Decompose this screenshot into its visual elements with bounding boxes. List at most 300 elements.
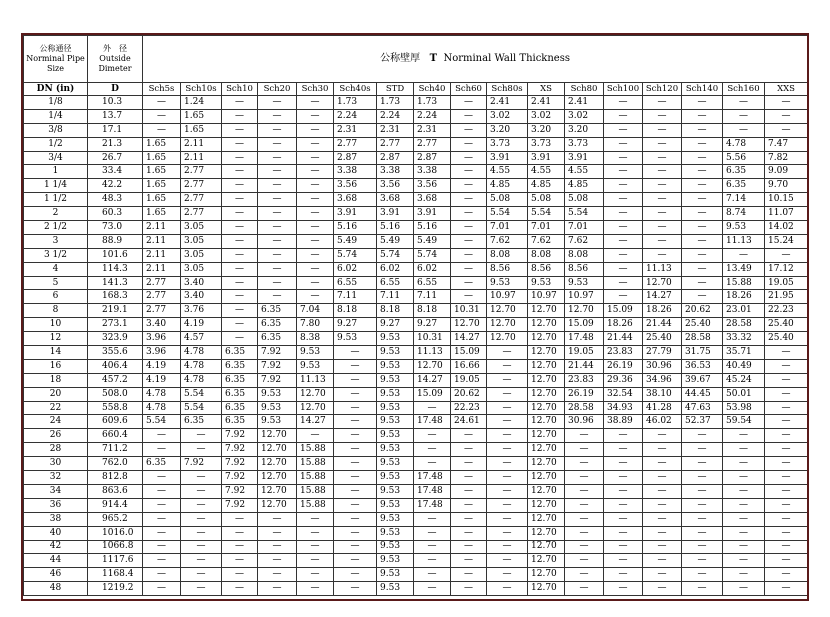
thickness-cell: 2.11 xyxy=(143,234,181,248)
schedule-header: Sch10 xyxy=(222,83,258,96)
d-label: D xyxy=(88,83,143,96)
thickness-cell: 2.11 xyxy=(181,151,222,165)
thickness-cell: 5.54 xyxy=(565,207,604,221)
thickness-cell: 3.91 xyxy=(528,151,565,165)
od-cell: 812.8 xyxy=(88,471,143,485)
thickness-cell: — xyxy=(297,96,334,110)
dn-cell: 1 1/2 xyxy=(24,193,88,207)
thickness-cell: — xyxy=(565,582,604,596)
thickness-cell: 4.85 xyxy=(528,179,565,193)
thickness-cell: — xyxy=(682,221,723,235)
thickness-cell: 12.70 xyxy=(528,318,565,332)
thickness-cell: — xyxy=(258,123,297,137)
od-cell: 73.0 xyxy=(88,221,143,235)
thickness-cell: 9.53 xyxy=(377,526,414,540)
thickness-cell: — xyxy=(604,526,643,540)
schedule-header: Sch160 xyxy=(723,83,765,96)
thickness-cell: 6.35 xyxy=(222,373,258,387)
thickness-cell: — xyxy=(487,554,528,568)
thickness-cell: — xyxy=(334,471,377,485)
thickness-cell: 2.77 xyxy=(181,165,222,179)
dn-cell: 4 xyxy=(24,262,88,276)
thickness-cell: — xyxy=(765,109,808,123)
table-row xyxy=(24,151,808,165)
thickness-cell: 29.36 xyxy=(604,373,643,387)
table-row xyxy=(24,373,808,387)
od-cell: 219.1 xyxy=(88,304,143,318)
thickness-cell: 12.70 xyxy=(528,332,565,346)
thickness-cell: — xyxy=(222,234,258,248)
thickness-cell: — xyxy=(258,262,297,276)
table-row xyxy=(24,179,808,193)
thickness-cell: 12.70 xyxy=(528,471,565,485)
thickness-cell: — xyxy=(765,540,808,554)
dn-cell: 6 xyxy=(24,290,88,304)
dn-header-en: Norminal Pipe xyxy=(26,54,85,63)
thickness-cell: 8.08 xyxy=(487,248,528,262)
thickness-cell: — xyxy=(451,179,487,193)
thickness-cell: — xyxy=(297,512,334,526)
thickness-cell: 34.93 xyxy=(604,401,643,415)
thickness-cell: 12.70 xyxy=(528,429,565,443)
thickness-cell: 19.05 xyxy=(565,346,604,360)
table-body xyxy=(24,96,808,596)
dn-cell: 1 xyxy=(24,165,88,179)
thickness-cell: 11.13 xyxy=(297,373,334,387)
thickness-cell: — xyxy=(258,207,297,221)
thickness-cell: — xyxy=(765,373,808,387)
schedule-header: Sch40 xyxy=(414,83,451,96)
dn-cell: 38 xyxy=(24,512,88,526)
thickness-cell: — xyxy=(297,165,334,179)
schedule-header: Sch30 xyxy=(297,83,334,96)
thickness-cell: — xyxy=(723,123,765,137)
thickness-cell: — xyxy=(682,96,723,110)
thickness-cell: 22.23 xyxy=(451,401,487,415)
thickness-cell: 12.70 xyxy=(258,457,297,471)
thickness-cell: 6.55 xyxy=(377,276,414,290)
thickness-cell: — xyxy=(297,193,334,207)
thickness-cell: 2.77 xyxy=(143,304,181,318)
thickness-cell: 30.96 xyxy=(643,359,682,373)
thickness-cell: — xyxy=(765,387,808,401)
od-cell: 355.6 xyxy=(88,346,143,360)
thickness-cell: 1.73 xyxy=(334,96,377,110)
thickness-cell: — xyxy=(334,554,377,568)
thickness-cell: 12.70 xyxy=(451,318,487,332)
thickness-cell: — xyxy=(765,554,808,568)
thickness-cell: — xyxy=(334,512,377,526)
thickness-cell: — xyxy=(297,179,334,193)
thickness-cell: — xyxy=(682,137,723,151)
thickness-cell: — xyxy=(181,512,222,526)
thickness-cell: — xyxy=(451,221,487,235)
thickness-cell: — xyxy=(682,165,723,179)
thickness-cell: — xyxy=(643,96,682,110)
thickness-cell: — xyxy=(258,109,297,123)
thickness-cell: — xyxy=(222,304,258,318)
thickness-cell: — xyxy=(451,290,487,304)
thickness-cell: — xyxy=(604,262,643,276)
thickness-cell: — xyxy=(334,568,377,582)
thickness-cell: — xyxy=(258,248,297,262)
thickness-cell: — xyxy=(451,484,487,498)
thickness-cell: — xyxy=(604,540,643,554)
thickness-cell: 7.92 xyxy=(258,346,297,360)
thickness-cell: 1.65 xyxy=(181,109,222,123)
thickness-cell: — xyxy=(451,165,487,179)
dn-unit-label: DN (in) xyxy=(24,83,88,96)
thickness-cell: 2.77 xyxy=(143,276,181,290)
thickness-cell: 9.53 xyxy=(377,512,414,526)
thickness-cell: — xyxy=(451,234,487,248)
dn-cell: 20 xyxy=(24,387,88,401)
thickness-cell: — xyxy=(222,179,258,193)
thickness-cell: 5.54 xyxy=(181,401,222,415)
thickness-cell: 2.77 xyxy=(377,137,414,151)
thickness-cell: 12.70 xyxy=(528,540,565,554)
thickness-cell: — xyxy=(682,554,723,568)
thickness-cell: — xyxy=(222,290,258,304)
dn-cell: 1/2 xyxy=(24,137,88,151)
dn-header xyxy=(24,36,88,83)
thickness-cell: — xyxy=(334,429,377,443)
dn-cell: 2 xyxy=(24,207,88,221)
od-header-en: Outside xyxy=(99,54,131,63)
thickness-cell: — xyxy=(682,248,723,262)
od-cell: 17.1 xyxy=(88,123,143,137)
thickness-cell: 6.55 xyxy=(414,276,451,290)
thickness-cell: 44.45 xyxy=(682,387,723,401)
table-row xyxy=(24,582,808,596)
dn-cell: 18 xyxy=(24,373,88,387)
thickness-cell: — xyxy=(682,262,723,276)
thickness-cell: 3.38 xyxy=(377,165,414,179)
thickness-cell: 9.53 xyxy=(334,332,377,346)
thickness-cell: 15.24 xyxy=(765,234,808,248)
thickness-cell: 19.05 xyxy=(451,373,487,387)
thickness-cell: 4.85 xyxy=(565,179,604,193)
thickness-cell: — xyxy=(222,221,258,235)
thickness-cell: — xyxy=(682,457,723,471)
thickness-cell: — xyxy=(297,290,334,304)
thickness-cell: 23.83 xyxy=(565,373,604,387)
thickness-cell: — xyxy=(222,165,258,179)
thickness-cell: — xyxy=(643,179,682,193)
thickness-cell: — xyxy=(487,471,528,485)
thickness-cell: — xyxy=(414,554,451,568)
thickness-cell: 11.13 xyxy=(723,234,765,248)
dn-cell: 40 xyxy=(24,526,88,540)
thickness-cell: 4.85 xyxy=(487,179,528,193)
thickness-cell: 2.77 xyxy=(414,137,451,151)
table-row xyxy=(24,484,808,498)
thickness-cell: 12.70 xyxy=(643,276,682,290)
thickness-cell: 4.19 xyxy=(143,359,181,373)
thickness-cell: — xyxy=(181,484,222,498)
thickness-cell: 7.01 xyxy=(528,221,565,235)
thickness-cell: — xyxy=(334,484,377,498)
thickness-cell: — xyxy=(604,193,643,207)
thickness-cell: — xyxy=(297,568,334,582)
schedule-header: Sch80s xyxy=(487,83,528,96)
thickness-cell: — xyxy=(604,457,643,471)
thickness-cell: — xyxy=(643,526,682,540)
thickness-cell: 6.35 xyxy=(222,359,258,373)
od-header xyxy=(88,36,143,83)
thickness-cell: — xyxy=(451,276,487,290)
thickness-cell: — xyxy=(604,429,643,443)
thickness-cell: — xyxy=(765,123,808,137)
thickness-cell: — xyxy=(143,429,181,443)
thickness-cell: — xyxy=(604,498,643,512)
thickness-cell: — xyxy=(451,443,487,457)
thickness-cell: — xyxy=(765,415,808,429)
thickness-cell: — xyxy=(258,554,297,568)
thickness-cell: 4.78 xyxy=(181,346,222,360)
thickness-cell: 3.40 xyxy=(181,290,222,304)
thickness-cell: 38.10 xyxy=(643,387,682,401)
thickness-cell: 4.19 xyxy=(143,373,181,387)
thickness-cell: — xyxy=(643,151,682,165)
dn-cell: 3/4 xyxy=(24,151,88,165)
thickness-cell: 1.65 xyxy=(143,179,181,193)
thickness-cell: — xyxy=(487,373,528,387)
table-row xyxy=(24,512,808,526)
thickness-cell: 3.02 xyxy=(528,109,565,123)
thickness-cell: — xyxy=(604,179,643,193)
thickness-cell: 3.20 xyxy=(565,123,604,137)
dn-cell: 3 xyxy=(24,234,88,248)
thickness-cell: — xyxy=(565,457,604,471)
table-row xyxy=(24,554,808,568)
thickness-cell: — xyxy=(258,512,297,526)
thickness-cell: — xyxy=(258,234,297,248)
thickness-cell: 25.40 xyxy=(765,332,808,346)
dn-cell: 8 xyxy=(24,304,88,318)
thickness-cell: 2.11 xyxy=(143,221,181,235)
thickness-cell: — xyxy=(297,123,334,137)
thickness-cell: 26.19 xyxy=(565,387,604,401)
table-row xyxy=(24,359,808,373)
thickness-cell: 3.56 xyxy=(334,179,377,193)
thickness-cell: — xyxy=(258,276,297,290)
thickness-cell: — xyxy=(682,471,723,485)
thickness-cell: — xyxy=(334,498,377,512)
thickness-cell: 8.18 xyxy=(334,304,377,318)
thickness-cell: 7.01 xyxy=(487,221,528,235)
thickness-cell: — xyxy=(604,221,643,235)
od-cell: 323.9 xyxy=(88,332,143,346)
thickness-cell: 15.88 xyxy=(297,471,334,485)
od-cell: 914.4 xyxy=(88,498,143,512)
thickness-cell: 25.40 xyxy=(643,332,682,346)
thickness-cell: — xyxy=(604,582,643,596)
dn-cell: 36 xyxy=(24,498,88,512)
od-cell: 711.2 xyxy=(88,443,143,457)
table-row xyxy=(24,193,808,207)
thickness-cell: 12.70 xyxy=(487,318,528,332)
thickness-cell: 7.47 xyxy=(765,137,808,151)
thickness-cell: 3.40 xyxy=(143,318,181,332)
thickness-cell: — xyxy=(181,540,222,554)
thickness-cell: — xyxy=(222,540,258,554)
dn-cell: 28 xyxy=(24,443,88,457)
thickness-cell: 5.54 xyxy=(487,207,528,221)
dn-cell: 22 xyxy=(24,401,88,415)
thickness-cell: 13.49 xyxy=(723,262,765,276)
thickness-cell: — xyxy=(723,582,765,596)
thickness-cell: 7.11 xyxy=(334,290,377,304)
thickness-cell: 6.35 xyxy=(258,304,297,318)
thickness-cell: 6.35 xyxy=(258,318,297,332)
thickness-cell: — xyxy=(297,248,334,262)
thickness-cell: 2.77 xyxy=(143,290,181,304)
thickness-cell: 35.71 xyxy=(723,346,765,360)
thickness-cell: 3.91 xyxy=(414,207,451,221)
thickness-cell: — xyxy=(181,429,222,443)
thickness-cell: 17.48 xyxy=(414,484,451,498)
thickness-cell: 15.09 xyxy=(451,346,487,360)
thickness-cell: 12.70 xyxy=(258,429,297,443)
table-row xyxy=(24,318,808,332)
table-row xyxy=(24,387,808,401)
thickness-cell: — xyxy=(258,221,297,235)
thickness-cell: — xyxy=(258,179,297,193)
thickness-cell: 17.12 xyxy=(765,262,808,276)
dn-cell: 2 1/2 xyxy=(24,221,88,235)
thickness-cell: 12.70 xyxy=(528,554,565,568)
thickness-cell: — xyxy=(222,207,258,221)
thickness-cell: — xyxy=(222,193,258,207)
thickness-cell: 12.70 xyxy=(528,526,565,540)
thickness-cell: 5.56 xyxy=(723,151,765,165)
thickness-cell: 9.53 xyxy=(258,387,297,401)
thickness-cell: 24.61 xyxy=(451,415,487,429)
thickness-cell: 27.79 xyxy=(643,346,682,360)
thickness-cell: — xyxy=(334,526,377,540)
thickness-cell: 7.92 xyxy=(258,373,297,387)
thickness-cell: 10.97 xyxy=(487,290,528,304)
thickness-cell: — xyxy=(682,526,723,540)
od-cell: 660.4 xyxy=(88,429,143,443)
thickness-cell: 4.78 xyxy=(723,137,765,151)
thickness-cell: — xyxy=(487,498,528,512)
dn-cell: 26 xyxy=(24,429,88,443)
thickness-cell: — xyxy=(487,443,528,457)
thickness-cell: — xyxy=(565,554,604,568)
thickness-cell: — xyxy=(643,165,682,179)
schedule-header: Sch60 xyxy=(451,83,487,96)
thickness-cell: — xyxy=(565,498,604,512)
thickness-cell: 17.48 xyxy=(414,471,451,485)
thickness-cell: 5.16 xyxy=(334,221,377,235)
thickness-cell: 9.53 xyxy=(377,484,414,498)
thickness-cell: 7.62 xyxy=(528,234,565,248)
wall-thickness-title xyxy=(143,36,808,83)
thickness-cell: — xyxy=(682,429,723,443)
thickness-cell: 7.92 xyxy=(181,457,222,471)
schedule-header: STD xyxy=(377,83,414,96)
thickness-cell: 3.02 xyxy=(487,109,528,123)
thickness-cell: 15.09 xyxy=(414,387,451,401)
thickness-cell: — xyxy=(565,484,604,498)
thickness-cell: 9.53 xyxy=(377,457,414,471)
thickness-cell: — xyxy=(414,582,451,596)
thickness-cell: — xyxy=(682,207,723,221)
thickness-cell: 8.18 xyxy=(377,304,414,318)
thickness-cell: 28.58 xyxy=(565,401,604,415)
thickness-cell: — xyxy=(565,471,604,485)
thickness-cell: 12.70 xyxy=(258,484,297,498)
table-row xyxy=(24,221,808,235)
thickness-cell: — xyxy=(682,234,723,248)
thickness-cell: 3.56 xyxy=(377,179,414,193)
thickness-cell: 8.56 xyxy=(487,262,528,276)
thickness-cell: — xyxy=(222,151,258,165)
thickness-cell: — xyxy=(643,137,682,151)
thickness-cell: 12.70 xyxy=(528,373,565,387)
thickness-cell: — xyxy=(682,568,723,582)
thickness-cell: — xyxy=(565,540,604,554)
thickness-cell: — xyxy=(222,526,258,540)
thickness-cell: — xyxy=(643,207,682,221)
thickness-cell: — xyxy=(143,498,181,512)
thickness-cell: — xyxy=(682,276,723,290)
thickness-cell: 52.37 xyxy=(682,415,723,429)
thickness-cell: — xyxy=(334,359,377,373)
thickness-cell: 6.55 xyxy=(334,276,377,290)
thickness-cell: — xyxy=(765,443,808,457)
thickness-cell: — xyxy=(334,582,377,596)
thickness-cell: 25.40 xyxy=(682,318,723,332)
thickness-cell: 9.53 xyxy=(258,401,297,415)
thickness-cell: — xyxy=(451,540,487,554)
pipe-wall-thickness-table xyxy=(23,35,808,596)
thickness-cell: — xyxy=(723,443,765,457)
schedule-header: Sch100 xyxy=(604,83,643,96)
schedule-header: Sch120 xyxy=(643,83,682,96)
thickness-cell: — xyxy=(143,540,181,554)
thickness-cell: — xyxy=(451,151,487,165)
thickness-cell: — xyxy=(682,179,723,193)
dn-cell: 1/4 xyxy=(24,109,88,123)
thickness-cell: — xyxy=(487,484,528,498)
thickness-cell: 3.91 xyxy=(377,207,414,221)
thickness-cell: 2.31 xyxy=(377,123,414,137)
thickness-cell: — xyxy=(258,290,297,304)
thickness-cell: 7.62 xyxy=(565,234,604,248)
thickness-cell: — xyxy=(643,498,682,512)
thickness-cell: — xyxy=(181,554,222,568)
thickness-cell: 12.70 xyxy=(414,359,451,373)
od-cell: 101.6 xyxy=(88,248,143,262)
thickness-cell: — xyxy=(723,429,765,443)
thickness-cell: 4.55 xyxy=(528,165,565,179)
thickness-cell: — xyxy=(487,401,528,415)
thickness-cell: 5.74 xyxy=(414,248,451,262)
table-row xyxy=(24,429,808,443)
table-row xyxy=(24,401,808,415)
thickness-cell: 9.09 xyxy=(765,165,808,179)
title-t: T xyxy=(429,53,438,64)
thickness-cell: 6.35 xyxy=(143,457,181,471)
thickness-cell: 2.77 xyxy=(181,179,222,193)
thickness-cell: 12.70 xyxy=(258,443,297,457)
thickness-cell: — xyxy=(334,540,377,554)
od-cell: 609.6 xyxy=(88,415,143,429)
thickness-cell: — xyxy=(765,512,808,526)
